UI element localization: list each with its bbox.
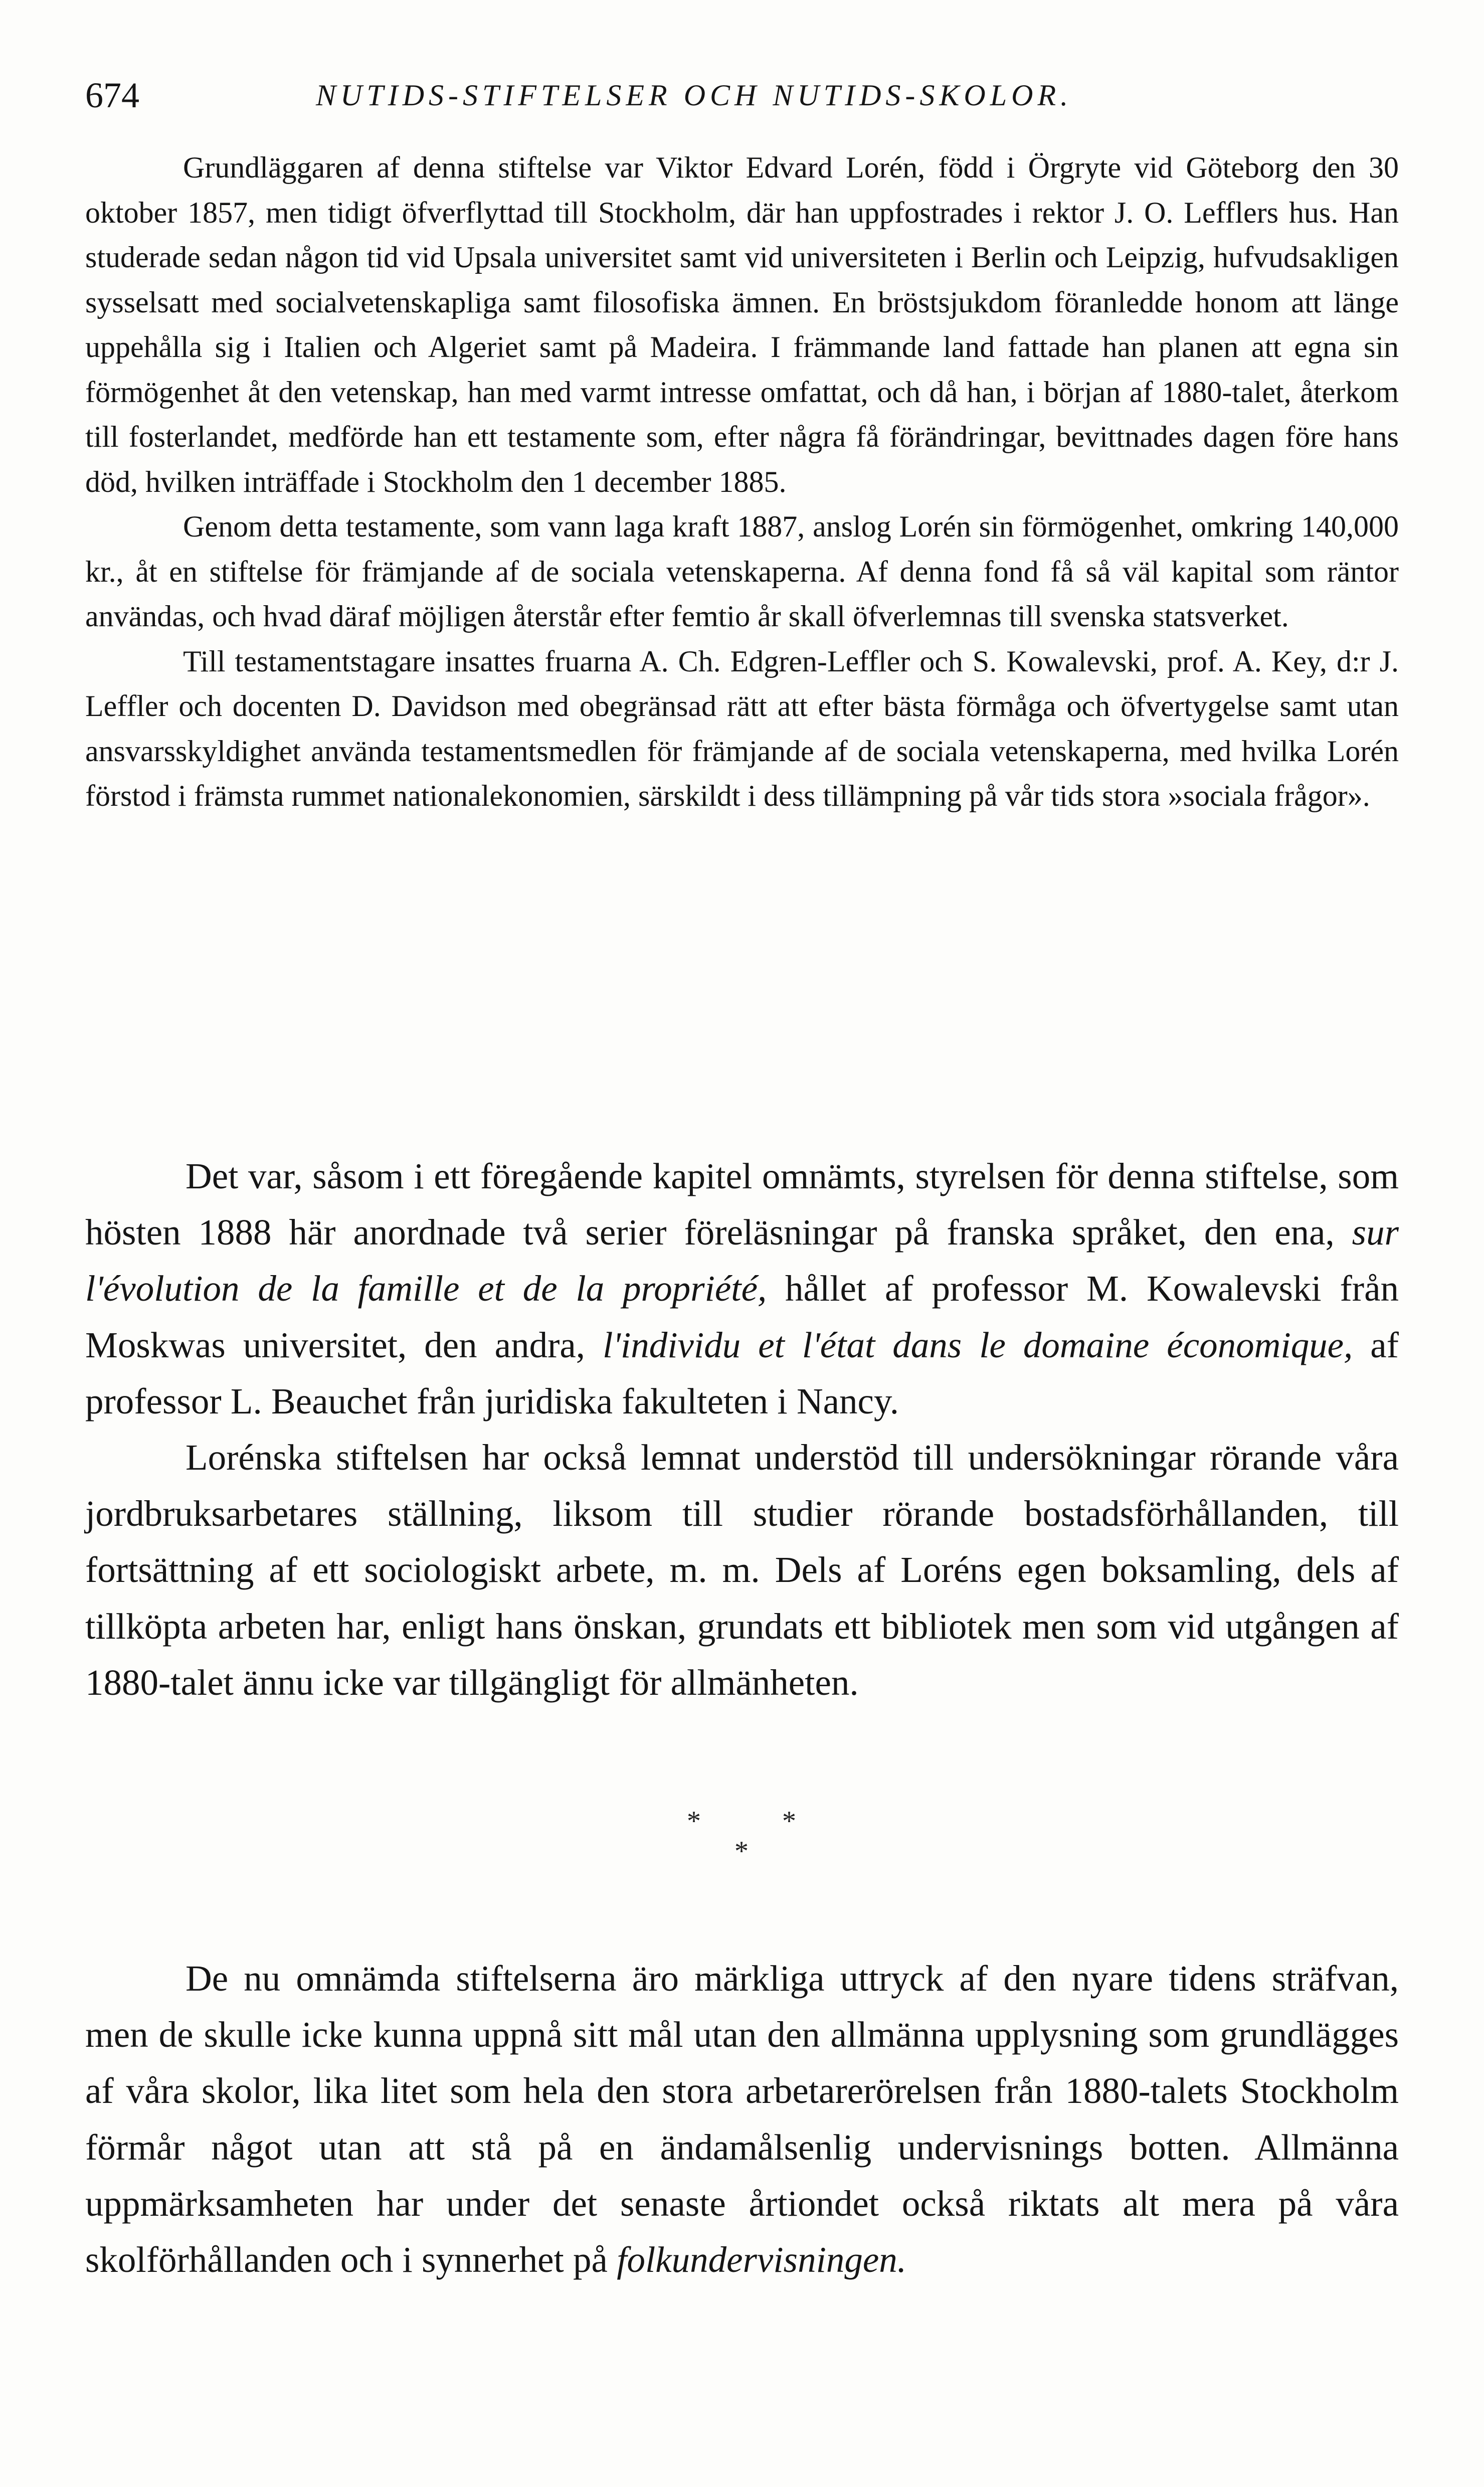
paragraph-founder: Grundläggaren af denna stiftelse var Viktor Edvard Lorén, född i Örgryte vid Göteborg den 30 oktober 1857, men tidigt öfverflyttad till Stockholm, där han uppfostrades i rektor J. O. Lefflers hus. Han studerade sedan någon tid vid Upsala universitet samt vid universiteten i Berlin och Leipzig, hufvudsakligen sysselsatt med socialvetenskapliga samt filosofiska ämnen. En bröstsjukdom föranledde honom att länge uppehålla sig i Italien och Algeriet samt på Madeira. I främmande land fattade han planen att egna sin förmögenhet åt den vetenskap, han med varmt intresse omfattat, och då han, i början af 1880-talet, återkom till fosterlandet, medförde han ett testamente som, efter några få förändringar, bevittnades dagen före hans död, hvilken inträffade i Stockholm den 1 december 1885. xyxy=(85,151,1399,498)
text-run: af professor L. Beauchet från juridiska fakulteten i Nancy. xyxy=(85,1324,1399,1422)
text-run: Det var, såsom i ett föregående kapitel omnämts, styrelsen för denna stiftelse, som hösten 1888 här anordnade två serier föreläsningar på franska språket, den ena, xyxy=(85,1156,1399,1253)
small-print-section xyxy=(85,145,1399,819)
asterisk-mark: * xyxy=(687,1806,701,1837)
closing-section xyxy=(85,1950,1399,2288)
text-run: De nu omnämda stiftelserna äro märkliga uttryck af den nyare tidens sträfvan, men de skulle icke kunna uppnå sitt mål utan den allmänna upplysning som grundlägges af våra skolor, lika litet som hela den stora arbetarerörelsen från 1880-talets Stockholm förmår något utan att stå på en ändamålsenlig undervisnings botten. Allmänna uppmärksamheten har under det senaste årtiondet också riktats alt mera på våra skolförhållanden och i synnerhet på xyxy=(85,1958,1399,2280)
paragraph-testament: Genom detta testamente, som vann laga kraft 1887, anslog Lorén sin förmögenhet, omkring 140,000 kr., åt en stiftelse för främjande af de sociala vetenskaperna. Af denna fond få så väl kapital som räntor användas, och hvad däraf möjligen återstår efter femtio år skall öfverlemnas till svenska statsverket. xyxy=(85,510,1399,633)
paragraph-lectures xyxy=(85,1148,1399,1430)
running-head xyxy=(85,70,1399,120)
asterism-divider xyxy=(682,1805,832,1885)
page-number: 674 xyxy=(85,75,139,115)
italic-lecture-title-2: l'individu et l'état dans le domaine économique, xyxy=(603,1324,1353,1365)
italic-lecture-title-1: sur l'évolution de la famille et de la propriété, xyxy=(85,1212,1399,1309)
paragraph-support: Lorénska stiftelsen har också lemnat understöd till undersökningar rörande våra jordbruksarbetares ställning, liksom till studier rörande bostadsförhållanden, till fortsättning af ett sociologiskt arbete, m. m. Dels af Loréns egen boksamling, dels af tillköpta arbeten har, enligt hans önskan, grundats ett bibliotek men som vid utgången af 1880-talet ännu icke var tillgängligt för allmänheten. xyxy=(85,1437,1399,1703)
running-title: NUTIDS-STIFTELSER OCH NUTIDS-SKOLOR. xyxy=(316,79,1073,112)
text-run: hållet af professor M. Kowalevski från Moskwas universitet, den andra, xyxy=(85,1268,1399,1365)
italic-folkundervisningen: folkundervisningen. xyxy=(617,2239,907,2280)
asterisk-mark: * xyxy=(782,1806,796,1837)
main-text-section xyxy=(85,1148,1399,1711)
paragraph-executors: Till testamentstagare insattes fruarna A. Ch. Edgren-Leffler och S. Kowalevski, prof. A. Key, d:r J. Leffler och docenten D. Davidson med obegränsad rätt att efter bästa förmåga och öfvertygelse samt utan ansvarsskyldighet använda testamentsmedlen för främjande af de sociala vetenskaperna, med hvilka Lorén förstod i främsta rummet nationalekonomien, särskildt i dess tillämpning på vår tids stora »sociala frågor». xyxy=(85,644,1399,812)
paragraph-schools xyxy=(85,1950,1399,2288)
asterisk-mark: * xyxy=(734,1836,749,1867)
